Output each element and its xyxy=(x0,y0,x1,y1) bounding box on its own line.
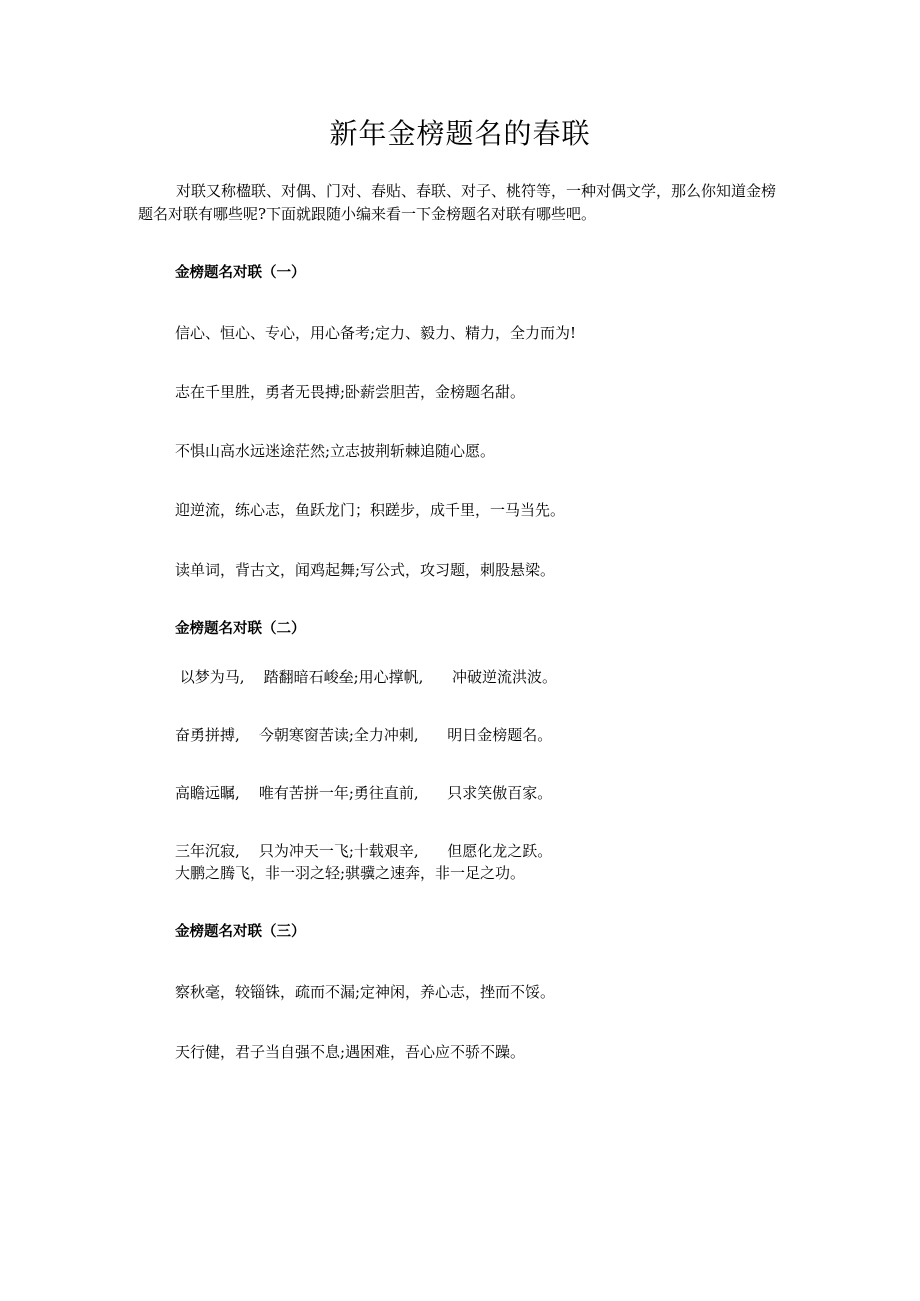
couplet-line: 迎逆流，练心志，鱼跃龙门；积蹉步，成千里，一马当先。 xyxy=(175,501,566,519)
intro-paragraph: 对联又称楹联、对偶、门对、春贴、春联、对子、桃符等，一种对偶文学，那么你知道金榜题名对联有哪些呢?下面就跟随小编来看一下金榜题名对联有哪些吧。 xyxy=(138,182,777,223)
couplet-line: 志在千里胜，勇者无畏搏;卧薪尝胆苦，金榜题名甜。 xyxy=(175,383,526,401)
couplet-line: 大鹏之腾飞，非一羽之轻;骐骥之速奔，非一足之功。 xyxy=(175,864,526,882)
couplet-line: 察秋毫，较锱铢，疏而不漏;定神闲，养心志，挫而不馁。 xyxy=(175,983,556,1001)
couplet-line: 读单词，背古文，闻鸡起舞;写公式，攻习题，刺股悬梁。 xyxy=(175,561,556,579)
section-heading-3: 金榜题名对联（三） xyxy=(175,924,306,940)
couplet-line: 信心、恒心、专心，用心备考;定力、毅力、精力，全力而为! xyxy=(175,324,577,342)
section-heading-2: 金榜题名对联（二） xyxy=(175,621,306,637)
couplet-line: 高瞻远瞩, 唯有苦拼一年;勇往直前, 只求笑傲百家。 xyxy=(175,784,553,802)
couplet-line: 三年沉寂, 只为冲天一飞;十载艰辛, 但愿化龙之跃。 xyxy=(175,842,553,860)
section-heading-1: 金榜题名对联（一） xyxy=(175,265,306,281)
document-title: 新年金榜题名的春联 xyxy=(329,117,591,150)
couplet-line: 以梦为马, 踏翻暗石峻垒;用心撑帆, 冲破逆流洪波。 xyxy=(175,668,558,686)
couplet-line: 天行健，君子当自强不息;遇困难，吾心应不骄不躁。 xyxy=(175,1043,526,1061)
couplet-line: 奋勇拼搏, 今朝寒窗苦读;全力冲刺, 明日金榜题名。 xyxy=(175,726,553,744)
couplet-line: 不惧山高水远迷途茫然;立志披荆斩棘追随心愿。 xyxy=(175,442,496,460)
